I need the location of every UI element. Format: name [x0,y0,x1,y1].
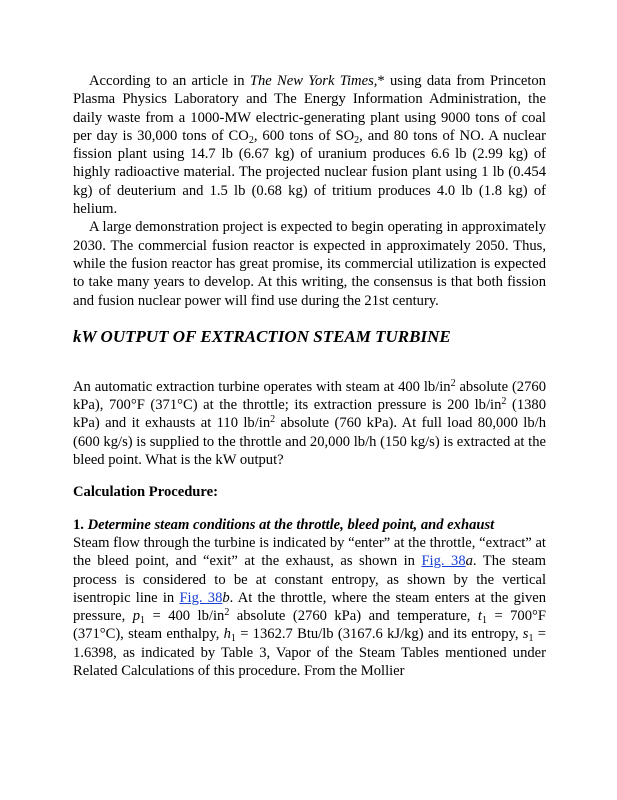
figure-suffix: a [465,553,473,570]
text: According to an article in [89,73,250,89]
source-name: The New York Times, [249,73,378,89]
text: = 700°F (371°C), steam enthalpy, [73,608,546,643]
text: * using data from Princeton Plasma Physics Laboratory and The Energy Information Administration, the daily waste from a 1000-MW electric-generating plant using 9000 tons of coal per day is 30,000 tons of CO [73,73,546,144]
superscript: 2 [501,396,507,408]
step-1-title [73,517,494,533]
subscript: 1 [230,633,236,645]
subscript: 1 [140,615,146,627]
superscript: 2 [224,607,230,619]
text: Steam flow through the turbine is indicated by “enter” at the throttle, “extract” at the bleed point, and “exit” at the exhaust, as shown in [73,534,546,570]
symbol: s [522,626,529,643]
figure-38-link[interactable]: Fig. 38 [421,553,466,570]
subscript: 2 [248,134,254,146]
document-page [73,72,546,680]
section-heading: kW OUTPUT OF EXTRACTION STEAM TURBINE [73,326,451,346]
symbol: h [223,626,231,643]
step-number: 1. [73,516,88,533]
text: . The steam process is considered to be at constant entropy, as shown by the vertical isentropic line in [73,553,546,606]
text: . At the throttle, where the steam enters at the given pressure, [73,589,547,625]
text: (1380 kPa) and it exhausts at 110 lb/in [73,397,547,432]
symbol: t [477,608,482,625]
text: absolute (760 kPa). At full load 80,000 lb/h (600 kg/s) is supplied to the throttle and 20,000 lb/h (150 kg/s) is extracted at the bleed point. What is the kW output? [73,415,546,469]
subscript: 2 [354,134,360,146]
text: = 1362.7 Btu/lb (3167.6 kJ/kg) and its entropy, [235,626,523,643]
figure-38-link[interactable]: Fig. 38 [179,589,223,606]
subscript: 1 [528,633,534,645]
problem-statement [73,378,546,469]
text: , and 80 tons of NO. A nuclear fission plant using 14.7 lb (6.67 kg) of uranium produces 6.6 lb (2.99 kg) of highly radioactive material. The projected nuclear fusion plant using 1 lb (0.454 kg) of deuterium and 1.5 lb (0.68 kg) of tritium produces 4.0 lb (1.8 kg) of helium. [73,127,546,218]
intro-paragraph-1 [73,72,546,218]
symbol: p [132,608,141,625]
text: absolute (2760 kPa), 700°F (371°C) at the throttle; its extraction pressure is 200 lb/in [73,378,546,414]
step-1-paragraph [73,516,546,681]
text: , 600 tons of SO [253,127,355,144]
figure-suffix: b [222,589,230,606]
text: = 1.6398, as indicated by Table 3, Vapor of the Steam Tables mentioned under Related Calculations of this procedure. From the Mollier [73,626,546,680]
text: absolute (2760 kPa) and temperature, [229,608,478,625]
intro-paragraph-2: A large demonstration project is expected to begin operating in approximately 2030. The commercial fusion reactor is expected in approximately 2050. Thus, while the fusion reactor has great promise, its commercial utilization is expected to take many years to develop. At this writing, the consensus is that both fission and fusion nuclear power will find use during the 21st century. [73,219,546,309]
text: An automatic extraction turbine operates with steam at 400 lb/in [73,378,451,395]
calculation-procedure-label: Calculation Procedure: [73,484,218,501]
text: = 400 lb/in [145,608,225,625]
superscript: 2 [450,377,456,389]
step-title-text: Determine steam conditions at the throttle, bleed point, and exhaust [87,516,495,533]
subscript: 1 [481,615,487,627]
superscript: 2 [270,414,276,426]
